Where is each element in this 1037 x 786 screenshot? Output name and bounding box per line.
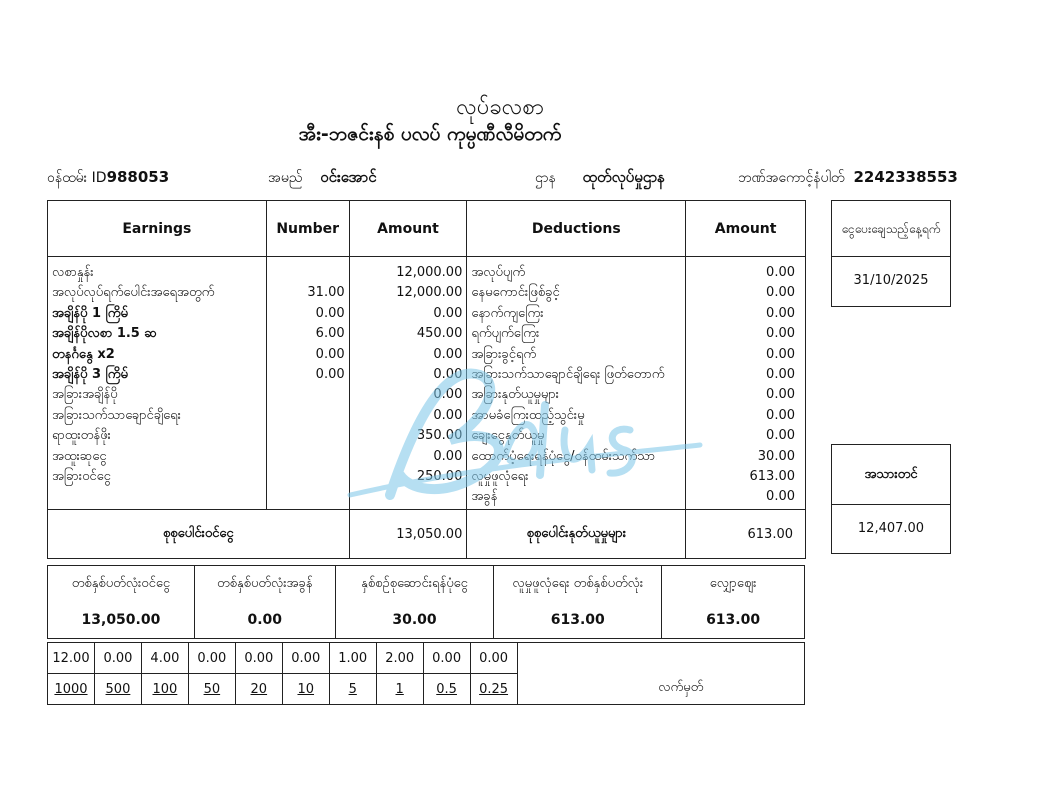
summary-header: လူမှုဖူလုံရေး တစ်နှစ်ပတ်လုံး bbox=[494, 566, 662, 603]
earning-amount: 0.00 bbox=[433, 448, 463, 464]
annual-summary-table bbox=[47, 565, 805, 639]
earning-number: 6.00 bbox=[315, 326, 345, 342]
deduction-label: လူမှုဖူလုံရေး bbox=[471, 468, 529, 484]
bank-account-value: 2242338553 bbox=[853, 168, 958, 186]
deduction-amount: 30.00 bbox=[757, 448, 795, 464]
earning-amount: 0.00 bbox=[433, 305, 463, 321]
denomination-count: 0.00 bbox=[423, 643, 470, 674]
employee-name-value: ဝင်းအောင် bbox=[320, 168, 377, 186]
earning-number bbox=[271, 426, 345, 446]
earning-label: ရာထူးတန်ဖိုး bbox=[52, 428, 111, 444]
total-earnings-value: 13,050.00 bbox=[349, 510, 467, 559]
earning-label: တနင်္ဂနွေ x2 bbox=[52, 346, 115, 362]
denomination-note: 0.25 bbox=[470, 674, 517, 705]
earning-number bbox=[271, 447, 345, 467]
summary-value: 13,050.00 bbox=[48, 602, 195, 639]
deductions-labels bbox=[467, 257, 686, 510]
denomination-count: 4.00 bbox=[141, 643, 188, 674]
earning-number bbox=[271, 263, 345, 283]
denomination-note: 5 bbox=[329, 674, 376, 705]
employee-id-value: 988053 bbox=[106, 168, 170, 186]
pay-date-label-box bbox=[831, 200, 951, 257]
department-value: ထုတ်လုပ်မှုဌာန bbox=[582, 168, 666, 186]
denomination-note: 50 bbox=[188, 674, 235, 705]
employee-name bbox=[268, 168, 377, 190]
denomination-count: 0.00 bbox=[282, 643, 329, 674]
earning-label: အချိန်ပိုလစာ 1.5 ဆ bbox=[52, 326, 157, 342]
deductions-header: Deductions bbox=[467, 201, 686, 257]
summary-value: 0.00 bbox=[194, 602, 335, 639]
amount-header: Amount bbox=[349, 201, 467, 257]
total-deductions-value: 613.00 bbox=[686, 510, 806, 559]
denomination-note: 1 bbox=[376, 674, 423, 705]
deduction-label: အခြားနုတ်ယူမှုများ bbox=[471, 387, 559, 403]
deduction-amount: 0.00 bbox=[766, 489, 795, 505]
denomination-note: 1000 bbox=[48, 674, 95, 705]
denomination-count: 2.00 bbox=[376, 643, 423, 674]
earning-label: အခြားဝင်ငွေ bbox=[52, 468, 111, 484]
summary-header: တစ်နှစ်ပတ်လုံးအခွန် bbox=[194, 566, 335, 603]
department-label: ဌာန bbox=[535, 170, 556, 186]
deduction-label: ထောက်ပံ့ရေးရန်ပုံငွေ/ဝန်ထမ်းသက်သာ bbox=[471, 448, 656, 464]
earnings-labels bbox=[48, 257, 267, 510]
department bbox=[535, 168, 665, 190]
earning-label: လစာနှုန်း bbox=[52, 265, 94, 280]
denomination-note: 20 bbox=[235, 674, 282, 705]
earnings-amounts bbox=[349, 257, 467, 510]
deduction-amount: 613.00 bbox=[749, 468, 795, 484]
net-pay-label: အသားတင် bbox=[831, 444, 951, 505]
denomination-count: 0.00 bbox=[235, 643, 282, 674]
earning-amount: 0.00 bbox=[433, 366, 463, 382]
denomination-count: 12.00 bbox=[48, 643, 95, 674]
earning-amount: 0.00 bbox=[433, 387, 463, 403]
earnings-numbers bbox=[266, 257, 349, 510]
deduction-label: နောက်ကျကြေး bbox=[471, 305, 544, 321]
deduction-amount: 0.00 bbox=[766, 285, 795, 301]
earning-number bbox=[271, 385, 345, 405]
deduction-label: အခြားခွင့်ရက် bbox=[471, 346, 537, 362]
earning-label: အချိန်ပို 3 ကြိမ် bbox=[52, 366, 128, 382]
summary-header: တစ်နှစ်ပတ်လုံးဝင်ငွေ bbox=[48, 566, 195, 603]
earning-label: အခြားသက်သာချောင်ချိရေး bbox=[52, 407, 181, 423]
denomination-note: 100 bbox=[141, 674, 188, 705]
summary-value: 613.00 bbox=[662, 602, 805, 639]
deduction-label: အလုပ်ပျက် bbox=[471, 265, 526, 280]
deduction-amount: 0.00 bbox=[766, 428, 795, 444]
net-pay-value: 12,407.00 bbox=[831, 504, 951, 554]
deduction-amount: 0.00 bbox=[766, 407, 795, 423]
denomination-count: 1.00 bbox=[329, 643, 376, 674]
deduction-amount: 0.00 bbox=[766, 366, 795, 382]
denomination-note: 10 bbox=[282, 674, 329, 705]
earning-amount: 12,000.00 bbox=[396, 265, 463, 280]
deduction-amount: 0.00 bbox=[766, 265, 795, 280]
earning-amount: 450.00 bbox=[416, 326, 463, 342]
total-earnings-label: စုစုပေါင်းဝင်ငွေ bbox=[48, 510, 350, 559]
deductions-amounts bbox=[686, 257, 806, 510]
deduction-label: ချေးငွေနုတ်ယူမှု bbox=[471, 428, 545, 444]
earning-number: 31.00 bbox=[307, 285, 345, 301]
denomination-table bbox=[47, 642, 805, 705]
earning-label: အခြားအချိန်ပို bbox=[52, 387, 118, 403]
earning-amount: 0.00 bbox=[433, 407, 463, 423]
earnings-header: Earnings bbox=[48, 201, 267, 257]
earning-amount: 0.00 bbox=[433, 346, 463, 362]
earning-amount: 250.00 bbox=[416, 468, 463, 484]
employee-id bbox=[47, 168, 169, 189]
deduction-amount: 0.00 bbox=[766, 346, 795, 362]
deduction-label: နေမကောင်းဖြစ်ခွင့် bbox=[471, 285, 560, 301]
earning-number: 0.00 bbox=[315, 305, 345, 321]
summary-header: နှစ်စဉ်စုဆောင်းရန်ပုံငွေ bbox=[335, 566, 494, 603]
denomination-count: 0.00 bbox=[470, 643, 517, 674]
number-header: Number bbox=[266, 201, 349, 257]
earning-number: 0.00 bbox=[315, 346, 345, 362]
total-deductions-label: စုစုပေါင်းနုတ်ယူမှုများ bbox=[467, 510, 686, 559]
pay-date-label: ငွေပေးချေသည့်နေ့ရက် bbox=[841, 221, 941, 236]
deduction-amount: 0.00 bbox=[766, 305, 795, 321]
earning-number: 0.00 bbox=[315, 366, 345, 382]
summary-value: 30.00 bbox=[335, 602, 494, 639]
earning-label: အချိန်ပို 1 ကြိမ် bbox=[52, 305, 128, 321]
bank-account bbox=[738, 168, 958, 189]
payslip-title: လုပ်ခလစာ bbox=[456, 95, 544, 120]
earning-amount: 350.00 bbox=[416, 428, 463, 444]
summary-value: 613.00 bbox=[494, 602, 662, 639]
earnings-deductions-table bbox=[47, 200, 806, 559]
signature-label: လက်မှတ် bbox=[517, 643, 804, 705]
denomination-count: 0.00 bbox=[94, 643, 141, 674]
employee-id-label: ဝန်ထမ်း ID bbox=[47, 170, 107, 186]
denomination-count: 0.00 bbox=[188, 643, 235, 674]
employee-name-label: အမည် bbox=[268, 170, 303, 186]
summary-header: လျှော့ဈေး bbox=[662, 566, 805, 603]
earning-number bbox=[271, 406, 345, 426]
deduction-amount: 0.00 bbox=[766, 326, 795, 342]
earning-label: အလုပ်လုပ်ရက်ပေါင်းအရေအတွက် bbox=[52, 285, 215, 301]
deduction-label: အခွန် bbox=[471, 489, 498, 505]
deduction-label: ရက်ပျက်ကြေး bbox=[471, 326, 540, 342]
pay-date-value: 31/10/2025 bbox=[831, 256, 951, 307]
deduction-label: အခြားသက်သာချောင်ချိရေး ဖြတ်တောက် bbox=[471, 366, 665, 382]
bank-account-label: ဘဏ်အကောင့်နံပါတ် bbox=[738, 170, 845, 186]
deduction-label: အာမခံကြေးထည့်သွင်းမှု bbox=[471, 407, 585, 423]
earning-label: အထူးဆုငွေ bbox=[52, 448, 107, 464]
deduction-amount: 0.00 bbox=[766, 387, 795, 403]
earning-amount: 12,000.00 bbox=[396, 285, 463, 301]
deduction-amount-header: Amount bbox=[686, 201, 806, 257]
earning-number bbox=[271, 467, 345, 487]
denomination-note: 500 bbox=[94, 674, 141, 705]
company-name: အီး-ဘဇင်းနစ် ပလပ် ကုမ္ပဏီလီမိတက် bbox=[298, 123, 562, 145]
denomination-note: 0.5 bbox=[423, 674, 470, 705]
